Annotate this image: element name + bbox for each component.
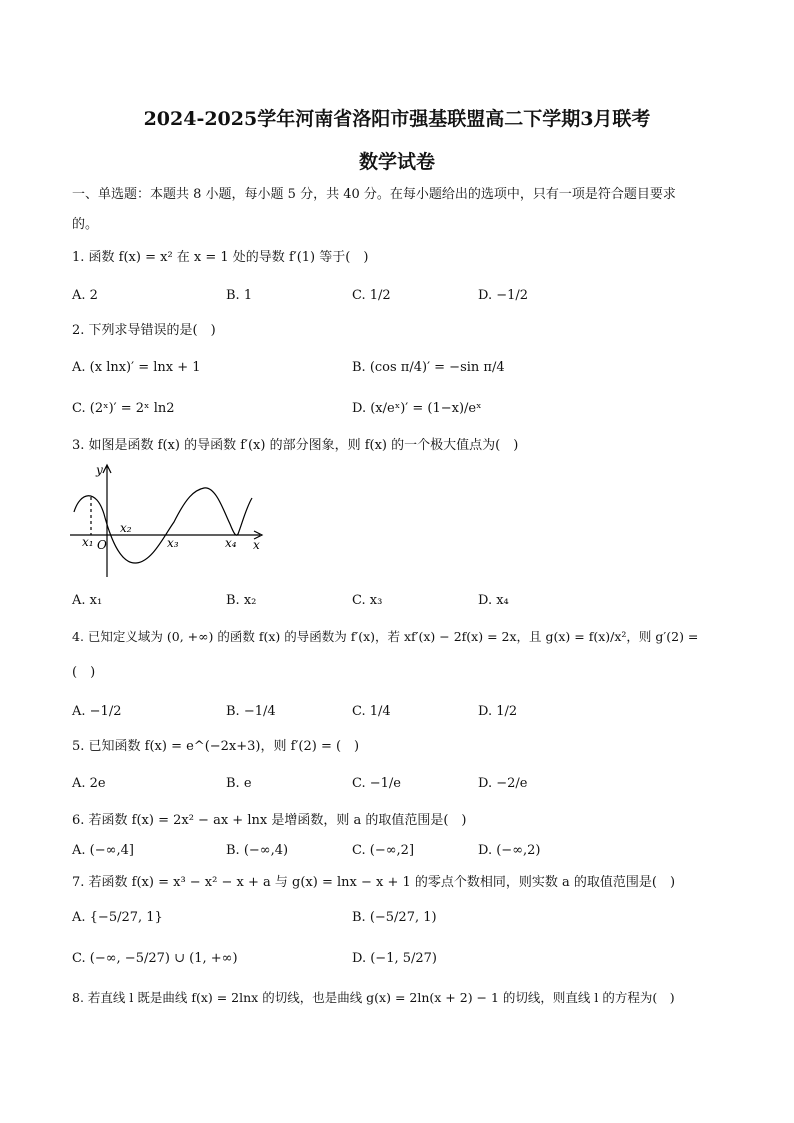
question-7-option-b: B. (−5/27, 1) <box>352 910 437 925</box>
section-instructions: 一、单选题：本题共 8 小题，每小题 5 分，共 40 分。在每小题给出的选项中，只有一项是符合题目要求 <box>72 187 676 202</box>
question-1-option-b: B. 1 <box>226 288 253 303</box>
origin-label: O <box>97 538 107 552</box>
question-6-option-a: A. (−∞,4] <box>72 843 134 858</box>
question-1-option-d: D. −1/2 <box>478 288 529 303</box>
question-8-stem: 8. 若直线 l 既是曲线 f(x) = 2lnx 的切线，也是曲线 g(x) = 2ln(x + 2) − 1 的切线，则直线 l 的方程为( ) <box>72 990 675 1005</box>
question-2-option-d: D. (x/eˣ)′ = (1−x)/eˣ <box>352 401 482 416</box>
question-7-option-d: D. (−1, 5/27) <box>352 951 437 966</box>
question-4-option-b: B. −1/4 <box>226 704 276 719</box>
question-7-option-c: C. (−∞, −5/27) ∪ (1, +∞) <box>72 951 238 966</box>
page-subtitle: 数学试卷 <box>358 151 435 173</box>
question-2-option-a: A. (x lnx)′ = lnx + 1 <box>72 360 201 375</box>
question-7-option-a: A. {−5/27, 1} <box>72 910 163 925</box>
x1-label: x₁ <box>82 535 94 549</box>
section-instructions-cont: 的。 <box>72 217 99 232</box>
question-1-option-a: A. 2 <box>72 288 98 303</box>
question-3-option-a: A. x₁ <box>72 593 103 608</box>
x2-label: x₂ <box>120 521 132 535</box>
question-4-option-c: C. 1/4 <box>352 704 391 719</box>
question-4-option-d: D. 1/2 <box>478 704 518 719</box>
question-4-stem-cont: ( ) <box>72 665 96 680</box>
page-title: 2024-2025学年河南省洛阳市强基联盟高二下学期3月联考 <box>143 108 651 130</box>
question-2-option-c: C. (2ˣ)′ = 2ˣ ln2 <box>72 401 175 416</box>
derivative-graph <box>70 462 270 584</box>
question-6-option-c: C. (−∞,2] <box>352 843 415 858</box>
question-7-stem: 7. 若函数 f(x) = x³ − x² − x + a 与 g(x) = lnx − x + 1 的零点个数相同，则实数 a 的取值范围是( ) <box>72 875 676 890</box>
question-2-stem: 2. 下列求导错误的是( ) <box>72 323 216 338</box>
question-3-stem: 3. 如图是函数 f(x) 的导函数 f′(x) 的部分图象，则 f(x) 的一个极大值点为( ) <box>72 438 519 453</box>
question-5-option-a: A. 2e <box>72 776 106 791</box>
question-6-option-b: B. (−∞,4) <box>226 843 289 858</box>
question-6-option-d: D. (−∞,2) <box>478 843 541 858</box>
x4-label: x₄ <box>225 536 237 550</box>
question-2-option-b: B. (cos π/4)′ = −sin π/4 <box>352 360 505 375</box>
question-4-option-a: A. −1/2 <box>72 704 122 719</box>
question-3-option-d: D. x₄ <box>478 593 509 608</box>
question-1-stem: 1. 函数 f(x) = x² 在 x = 1 处的导数 f′(1) 等于( ) <box>72 250 369 265</box>
y-axis-label: y <box>96 463 103 477</box>
question-6-stem: 6. 若函数 f(x) = 2x² − ax + lnx 是增函数，则 a 的取值范围是( ) <box>72 813 467 828</box>
question-5-option-c: C. −1/e <box>352 776 401 791</box>
question-3-option-b: B. x₂ <box>226 593 257 608</box>
question-5-option-b: B. e <box>226 776 252 791</box>
question-1-option-c: C. 1/2 <box>352 288 391 303</box>
question-3-option-c: C. x₃ <box>352 593 383 608</box>
question-5-stem: 5. 已知函数 f(x) = e^(−2x+3)，则 f′(2) = ( ) <box>72 739 360 754</box>
question-5-option-d: D. −2/e <box>478 776 528 791</box>
x3-label: x₃ <box>167 536 179 550</box>
question-4-stem: 4. 已知定义域为 (0, +∞) 的函数 f(x) 的导函数为 f′(x)，若 xf′(x) − 2f(x) = 2x，且 g(x) = f(x)/x²，则 g′(2) = <box>72 629 699 644</box>
x-axis-label: x <box>253 538 260 552</box>
